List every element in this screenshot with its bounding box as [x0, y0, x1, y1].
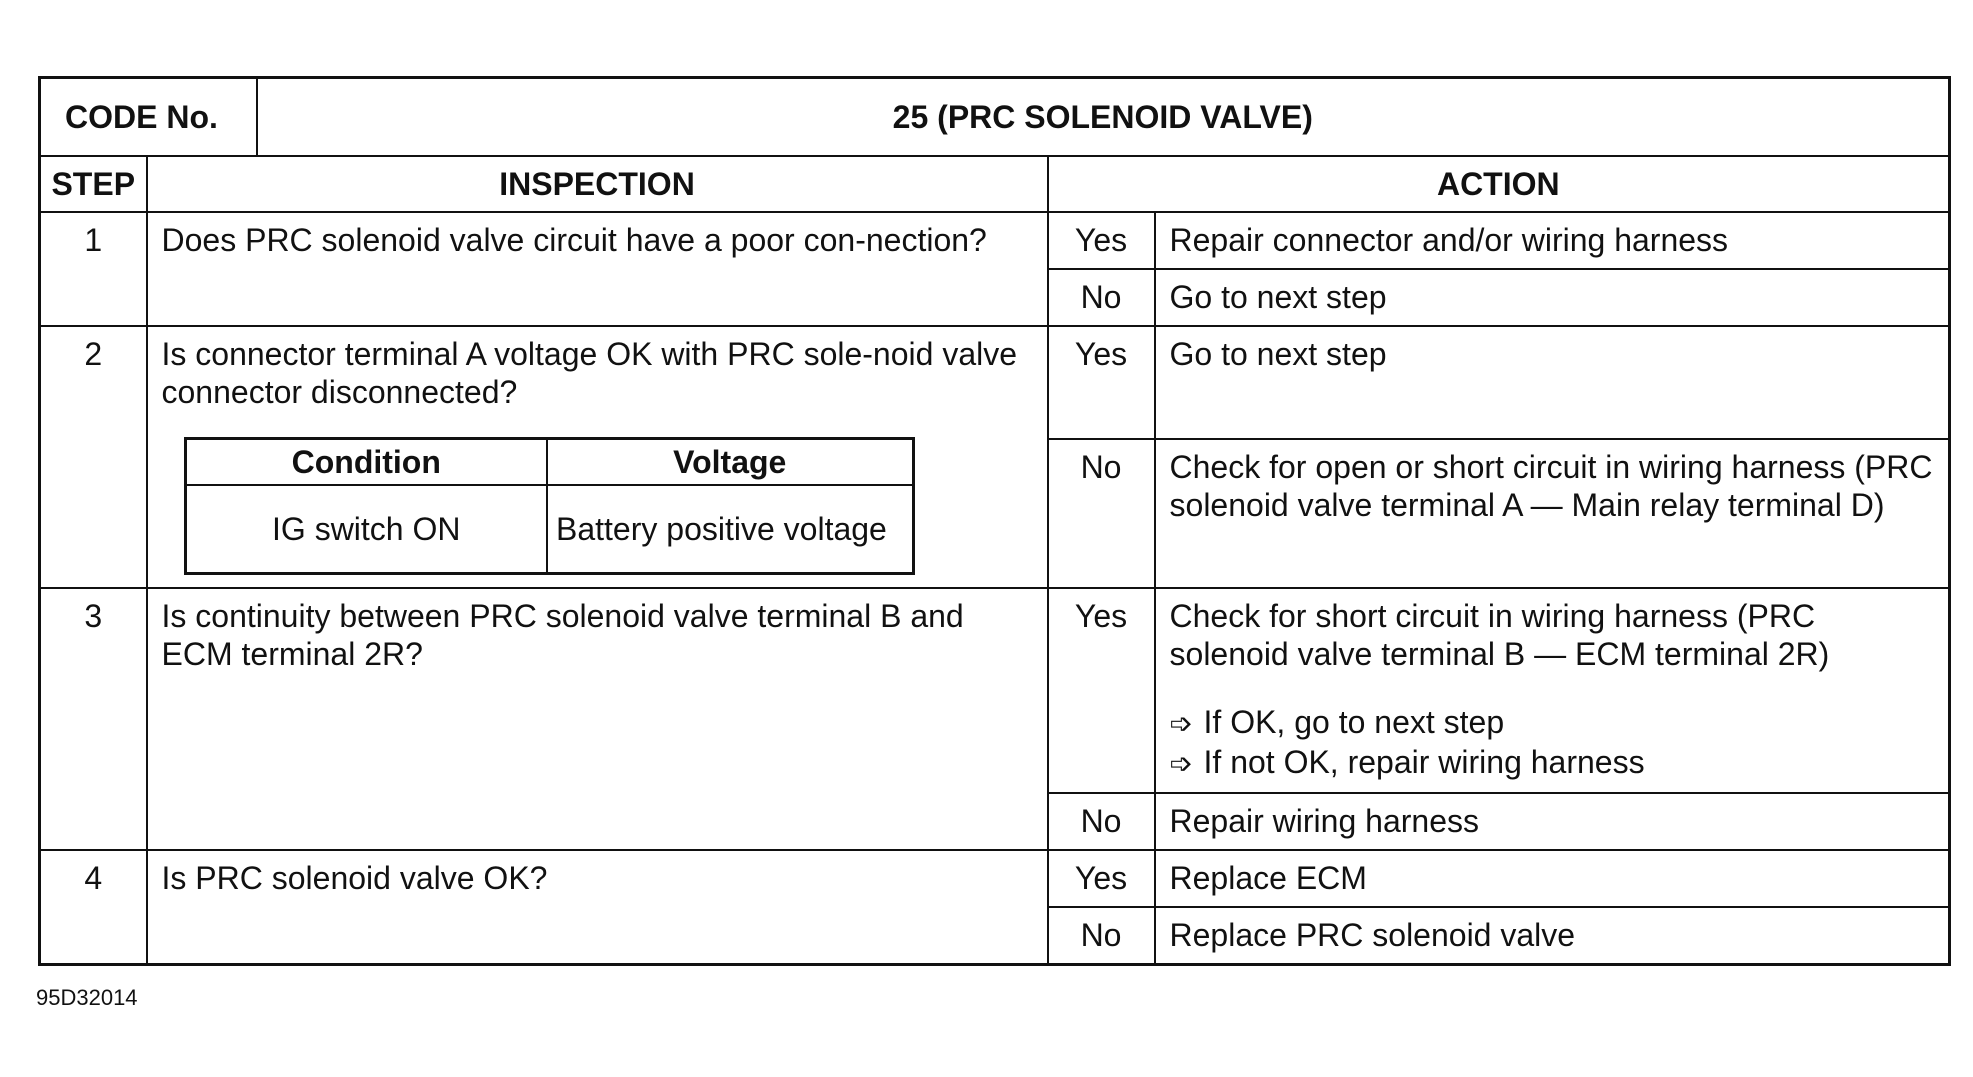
inspection-text: Is connector terminal A voltage OK with PRC sole-noid valve connector disconnected?	[161, 336, 1018, 410]
step-1-yes-row	[40, 212, 1950, 269]
inspection-text: Is PRC solenoid valve OK?	[147, 850, 1048, 964]
step-4-yes-row	[40, 850, 1950, 907]
no-label: No	[1048, 907, 1155, 964]
inspection-column-header: INSPECTION	[147, 156, 1048, 212]
yes-label: Yes	[1048, 212, 1155, 269]
code-label: CODE No.	[40, 78, 257, 157]
arrow-right-outline-icon: ➩	[1169, 748, 1193, 779]
arrow-right-outline-icon: ➩	[1169, 708, 1193, 739]
inspection-text: Is continuity between PRC solenoid valve terminal B and ECM terminal 2R?	[147, 588, 1048, 850]
yes-action: Check for short circuit in wiring harness (PRC solenoid valve terminal B — ECM terminal 2R)	[1169, 598, 1830, 672]
followup-text: If OK, go to next step	[1203, 704, 1505, 740]
column-header-row	[40, 156, 1950, 212]
no-action: Repair wiring harness	[1155, 793, 1950, 850]
code-header-row	[40, 78, 1950, 157]
code-title: 25 (PRC SOLENOID VALVE)	[257, 78, 1950, 157]
no-action: Go to next step	[1155, 269, 1950, 326]
yes-action: Repair connector and/or wiring harness	[1155, 212, 1950, 269]
yes-action: Replace ECM	[1155, 850, 1950, 907]
no-label: No	[1048, 439, 1155, 588]
step-number: 2	[40, 326, 147, 588]
inspection-text: Does PRC solenoid valve circuit have a poor con-nection?	[147, 212, 1048, 326]
step-number: 3	[40, 588, 147, 850]
followup-text: If not OK, repair wiring harness	[1203, 744, 1645, 780]
voltage-value: Battery positive voltage	[547, 485, 913, 574]
yes-action-cell	[1155, 588, 1950, 793]
condition-value: IG switch ON	[185, 485, 547, 574]
step-2-yes-row	[40, 326, 1950, 439]
followup-line	[1170, 703, 1935, 743]
yes-label: Yes	[1048, 326, 1155, 439]
no-label: No	[1048, 793, 1155, 850]
yes-label: Yes	[1048, 588, 1155, 793]
step-column-header: STEP	[40, 156, 147, 212]
no-action: Check for open or short circuit in wiring harness (PRC solenoid valve terminal A — Main relay terminal D)	[1155, 439, 1950, 588]
diagnostic-sheet	[38, 76, 1951, 966]
diagnostic-table	[38, 76, 1951, 966]
step-3-yes-row	[40, 588, 1950, 793]
action-column-header: ACTION	[1048, 156, 1950, 212]
inspection-cell	[147, 326, 1048, 588]
figure-id: 95D32014	[36, 985, 138, 1010]
no-label: No	[1048, 269, 1155, 326]
yes-action: Go to next step	[1155, 326, 1950, 439]
condition-header-row	[185, 439, 913, 486]
condition-value-row	[185, 485, 913, 574]
step-number: 4	[40, 850, 147, 964]
step-number: 1	[40, 212, 147, 326]
voltage-header: Voltage	[547, 439, 913, 486]
yes-label: Yes	[1048, 850, 1155, 907]
followup-line	[1170, 743, 1935, 783]
spacer	[1170, 673, 1935, 703]
condition-header: Condition	[185, 439, 547, 486]
no-action: Replace PRC solenoid valve	[1155, 907, 1950, 964]
condition-voltage-table	[184, 437, 915, 575]
